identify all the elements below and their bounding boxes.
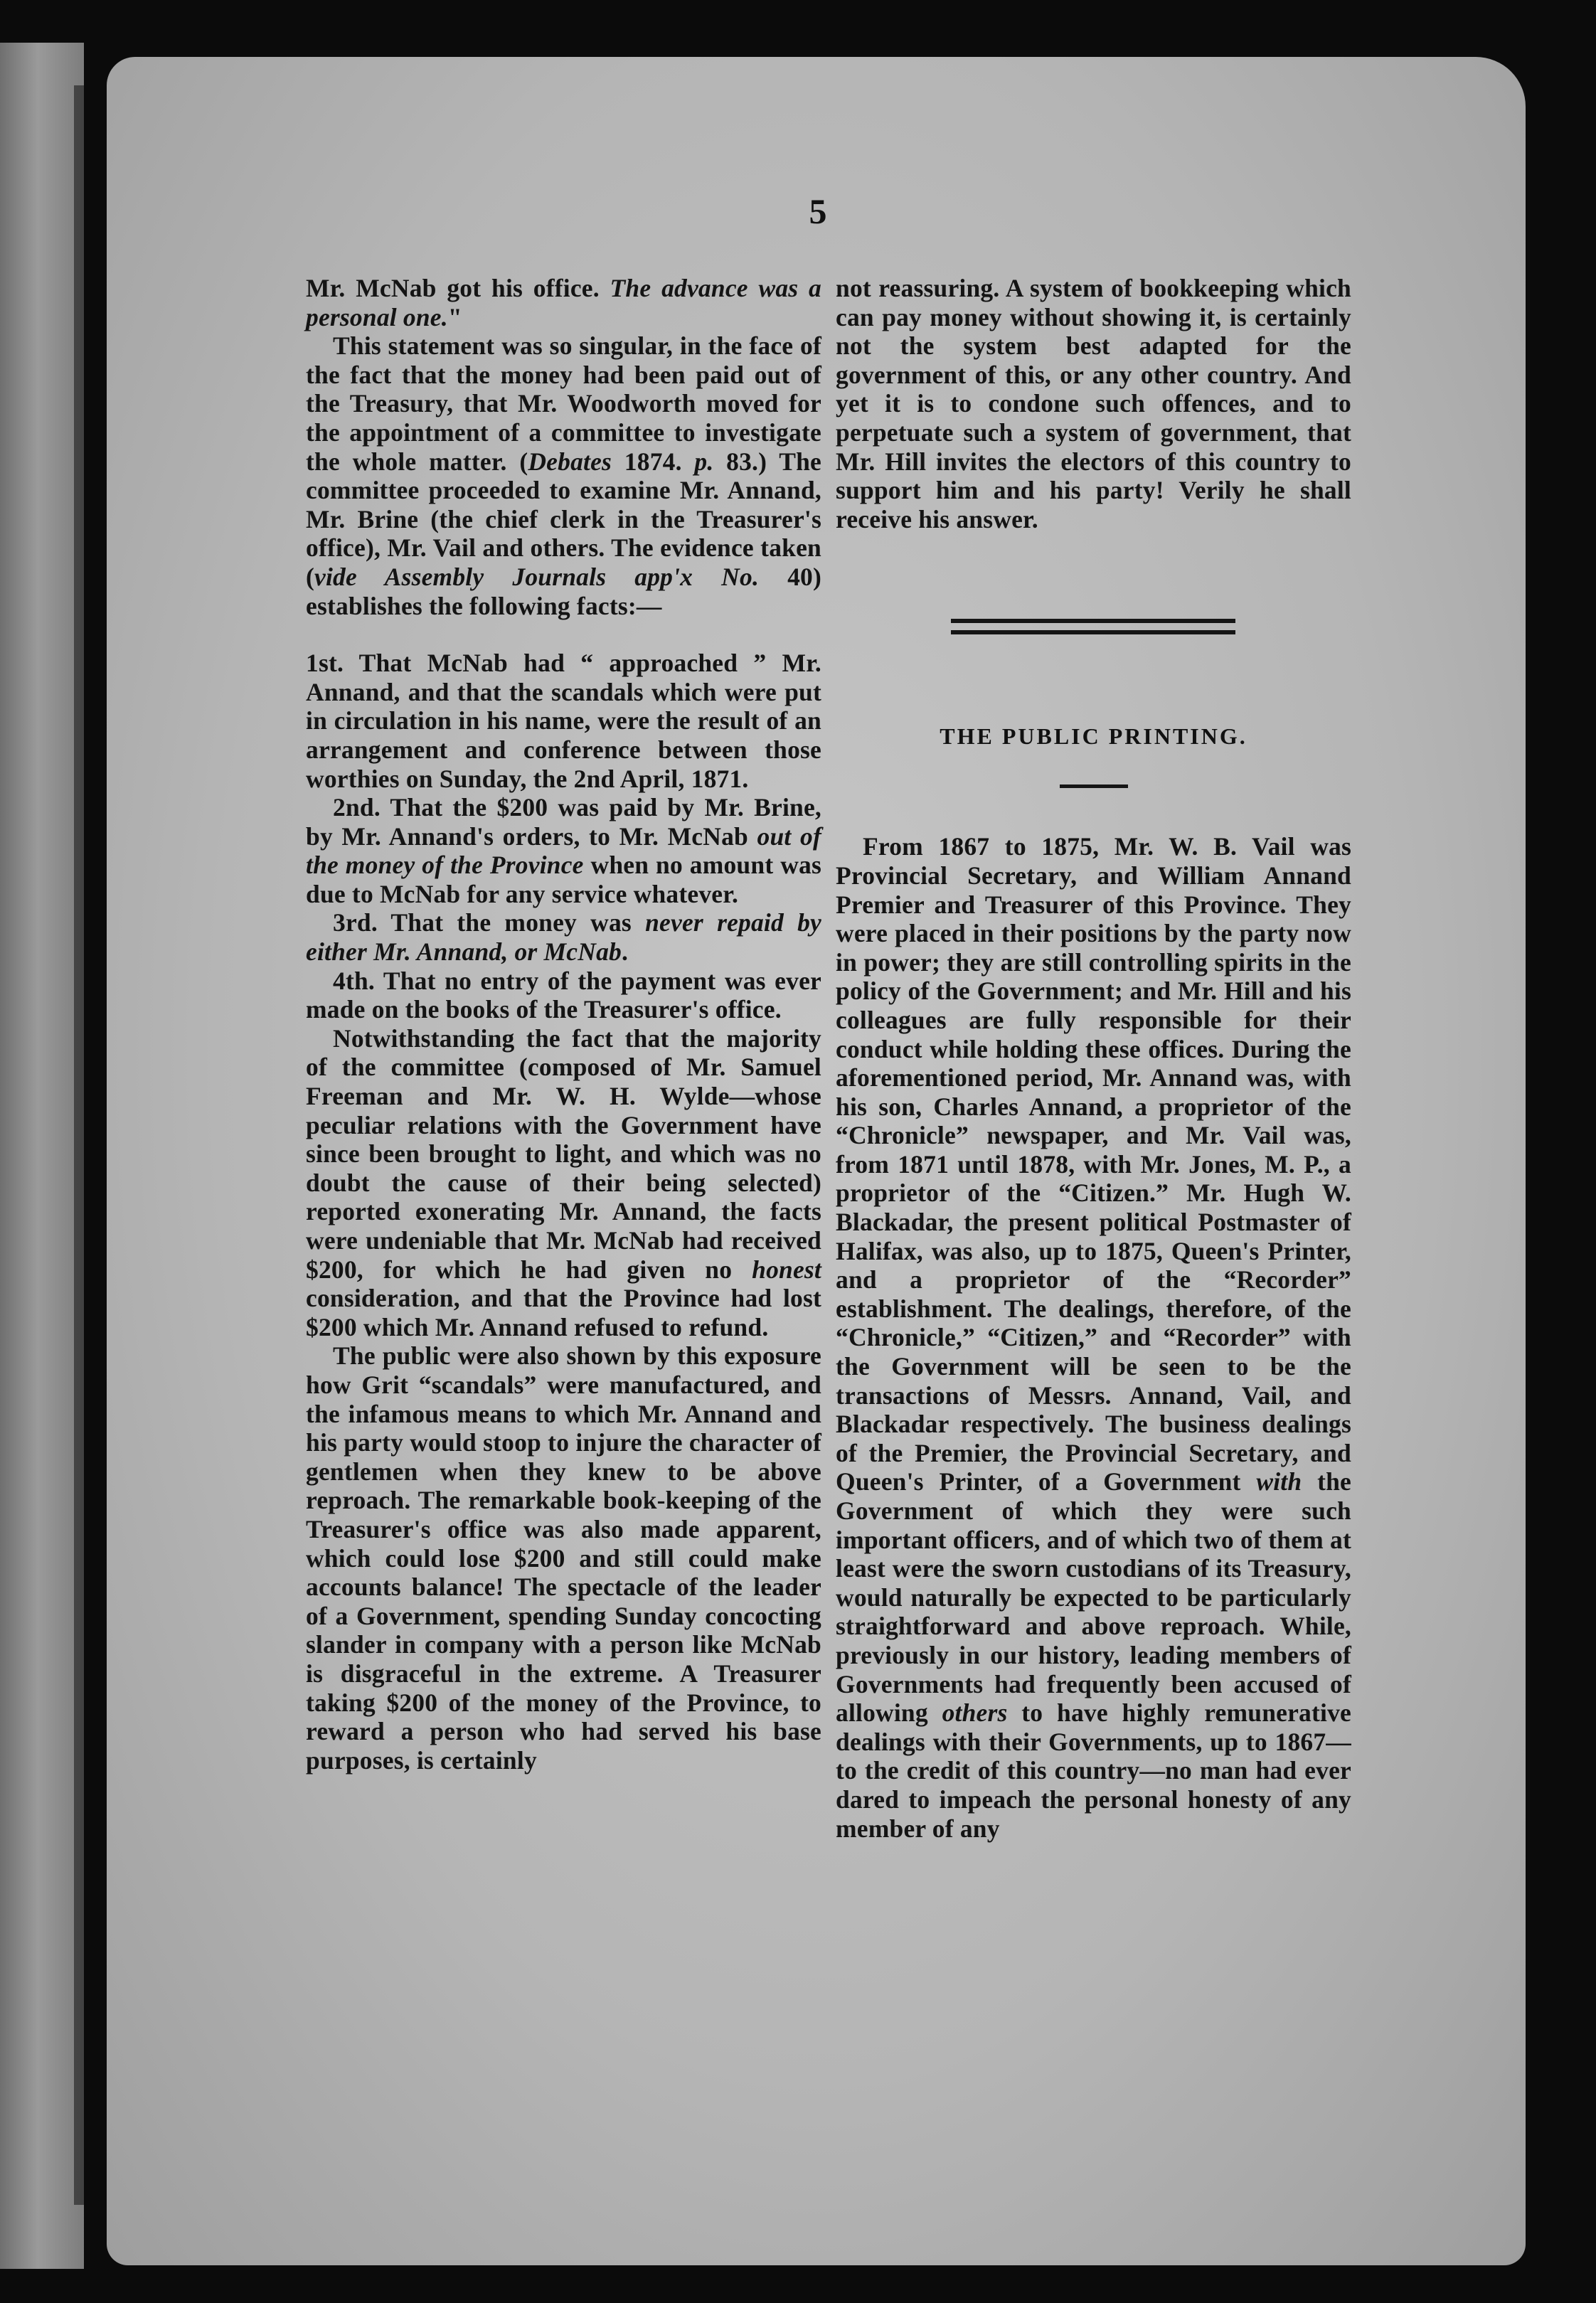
left-column [306,274,821,1775]
text-run: 2nd. That the $200 was paid by Mr. Brine, by Mr. Annand's orders, to Mr. McNab [306,793,821,851]
text-run: not reassuring. A system of bookkeeping which can pay money without showing it, is certainly not the system best adapted for the government of this, or any other country. And yet it is to condone such offences, and to perpetuate such a system of government, that Mr. Hill invites the electors of this country to support him and his party! Verily he shall receive his answer. [836,274,1351,533]
paragraph [306,331,821,620]
text-run: Mr. McNab got his office. [306,274,610,302]
text-run: This statement was so singular, in the face of the fact that the money had been paid out of the Treasury, that Mr. Woodworth moved for the appointment of a committee to investigate the whole matter. ( [306,331,821,476]
section-heading: THE PUBLIC PRINTING. [940,723,1247,750]
section-body [836,832,1351,1843]
paragraph [306,908,821,966]
italic-text: out of the money of the Province [306,821,821,880]
text-run: Notwithstanding the fact that the majority of the committee (composed of Mr. Samuel Freeman and Mr. W. H. Wylde—whose peculiar relations with the Government have since been brought to light, and which was no doubt the cause of their being selected) reported exonerating Mr. Annand, the facts were undeniable that Mr. McNab had received $200, for which he had given no [306,1023,821,1284]
italic-text: with [1256,1467,1302,1496]
paragraph [836,274,1351,533]
paragraph [836,832,1351,1843]
text-run: 83.) The committee proceeded to examine Mr. Annand, Mr. Brine (the chief clerk in the Treasurer's office), Mr. Vail and others. The evidence taken ( [306,447,821,591]
paragraph [306,793,821,908]
right-column [836,274,1351,1843]
double-rule-divider [951,619,1235,634]
previous-page-edge [0,43,84,2269]
text-run: the Government of which they were such important officers, and of which two of them at least were the sworn custodians of its Treasury, would naturally be expected to be particularly straightforward and above reproach. While, previously in our history, leading members of Governments had frequently been accused of allowing [836,1467,1351,1728]
paragraph [306,967,821,1024]
italic-text: p. [694,447,714,476]
text-run: 1st. That McNab had “ approached ” Mr. Annand, and that the scandals which were put in circulation in his name, were the result of an arrangement and conference between those worthies on Sunday, the 2nd April, 1871. [306,649,821,793]
section-separator [836,533,1351,722]
text-run: consideration, and that the Province had lost $200 which Mr. Annand refused to refund. [306,1284,821,1341]
italic-text: Debates [528,447,612,476]
text-run: 1874. [612,447,695,476]
text-run: " [447,302,462,331]
paragraph [306,1024,821,1342]
italic-text: honest [752,1255,821,1284]
italic-text: The advance was a personal one. [306,274,821,331]
text-run: 40) establishes the following facts:— [306,562,821,620]
text-run: The public were also shown by this exposure how Grit “scandals” were manufactured, and the infamous means to which Mr. Annand and his party would stoop to injure the character of gentlemen when they knew to be above reproach. The remarkable book-keeping of the Treasurer's office was also made apparent, which could lose $200 and still could make accounts balance! The spectacle of the leader of a Government, spending Sunday concocting slander in company with a person like McNab is disgraceful in the extreme. A Treasurer taking $200 of the money of the Province, to reward a person who had served his base purposes, is certainly [306,1341,821,1775]
page-gutter-shadow [74,85,84,2205]
paragraph [306,274,821,331]
italic-text: others [942,1698,1008,1728]
paragraph [306,649,821,793]
text-run: . [621,937,629,967]
text-run: when no amount was due to McNab for any service whatever. [306,851,821,908]
paragraph [306,1341,821,1775]
text-run: From 1867 to 1875, Mr. W. B. Vail was Provincial Secretary, and William Annand Premier and Treasurer of this Province. They were placed in their positions by the party now in power; they are still controlling spirits in the policy of the Government; and Mr. Hill and his colleagues are fully responsible for their conduct while holding these offices. During the aforementioned period, Mr. Annand was, with his son, Charles Annand, a proprietor of the “Chronicle” newspaper, and Mr. Vail was, from 1871 until 1878, with Mr. Jones, M. P., a proprietor of the “Citizen.” Mr. Hugh W. Blackadar, the present political Postmaster of Halifax, was also, up to 1875, Queen's Printer, and a proprietor of the “Recorder” establishment. The dealings, therefore, of the “Chronicle,” “Citizen,” and “Recorder” with the Government will be seen to be the transactions of Messrs. Annand, Vail, and Blackadar respectively. The business dealings of the Premier, the Provincial Secretary, and Queen's Printer, of a Government [836,832,1351,1496]
page-number: 5 [809,191,827,231]
italic-text: vide Assembly Journals app'x No. [314,562,760,591]
text-run: to have highly remunerative dealings with their Governments, up to 1867—to the credit of this country—no man had ever dared to impeach the personal honesty of any member of any [836,1698,1351,1843]
right-column-top [836,274,1351,533]
text-run: 4th. That no entry of the payment was ever made on the books of the Treasurer's office. [306,966,821,1024]
text-run: 3rd. That the money was [333,908,646,937]
short-rule-divider [1060,784,1128,788]
italic-text: never repaid by either Mr. Annand, or McNab [306,908,821,967]
